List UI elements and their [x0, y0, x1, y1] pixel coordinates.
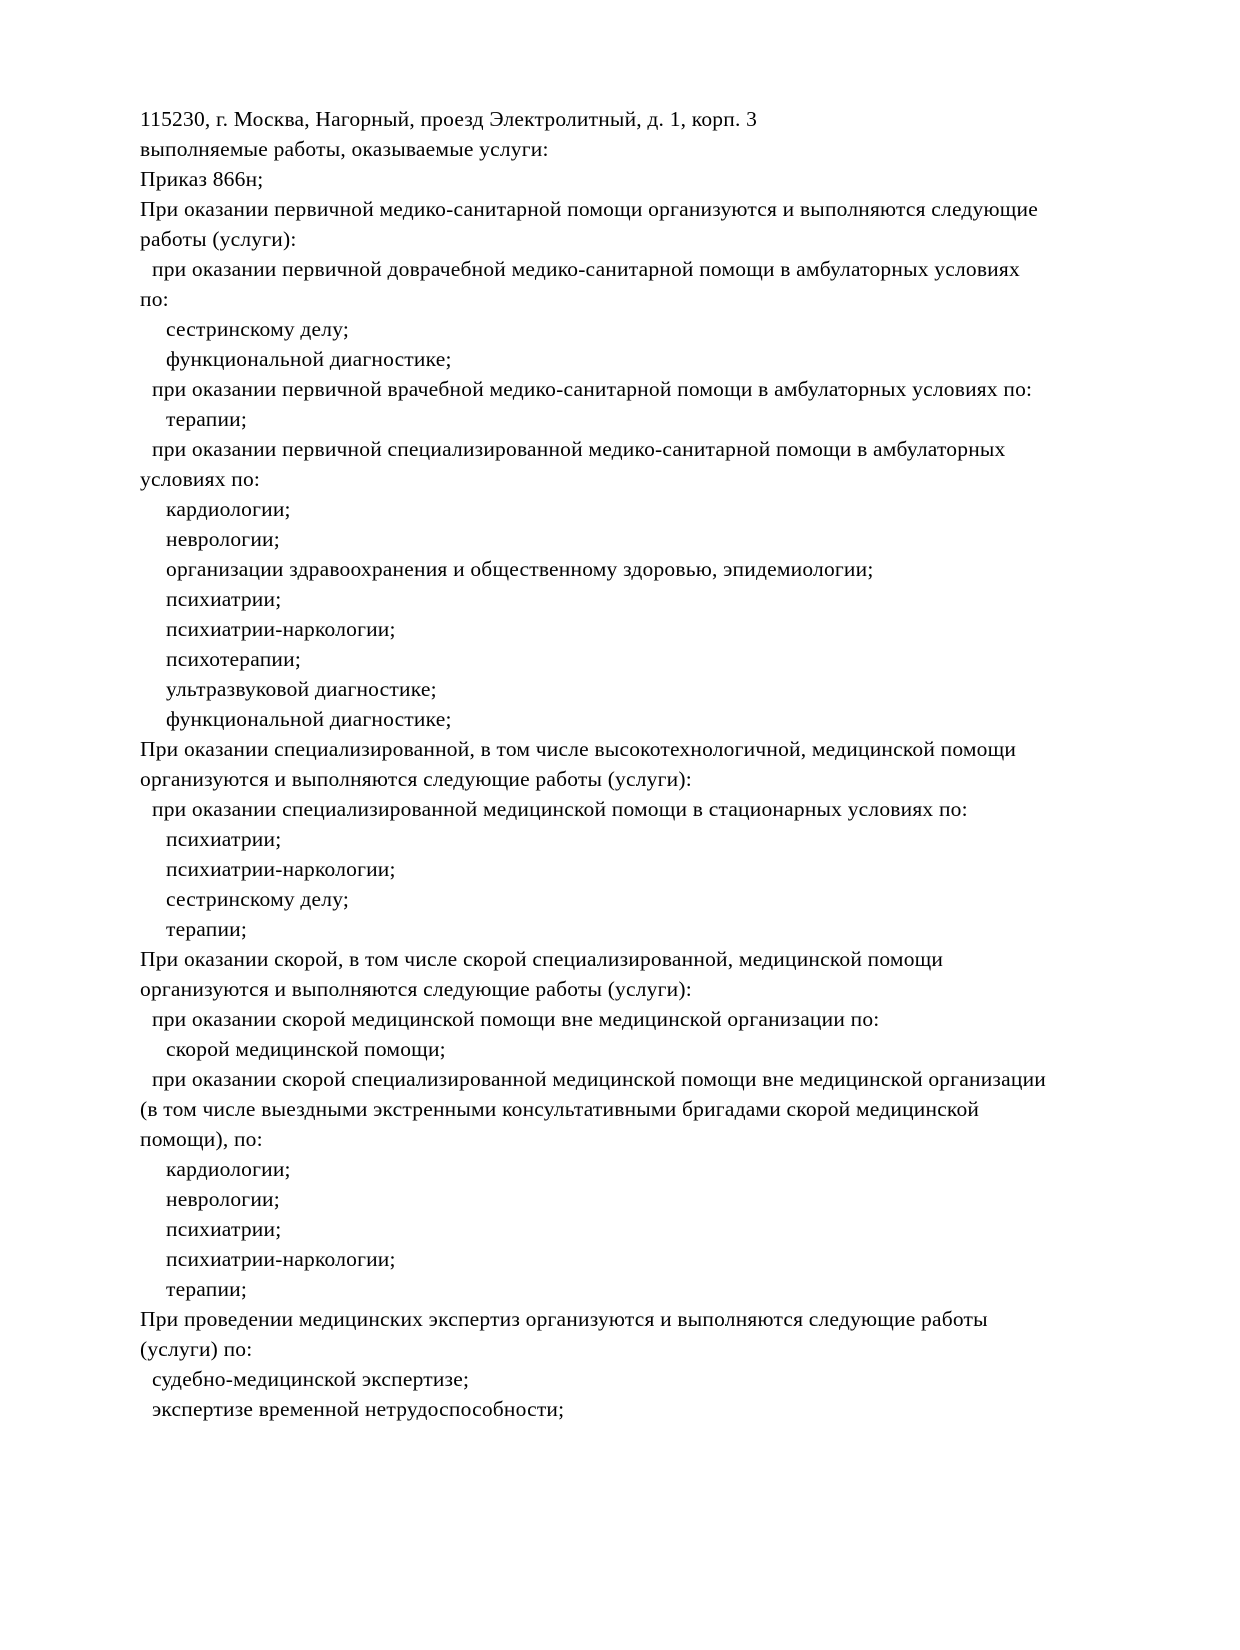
text-line: При оказании специализированной, в том числе высокотехнологичной, медицинской помощи: [140, 737, 1017, 761]
text-line: Приказ 866н;: [140, 167, 264, 191]
text-line: психиатрии-наркологии;: [166, 1247, 396, 1271]
text-line: работы (услуги):: [140, 227, 297, 251]
text-line: при оказании скорой медицинской помощи вне медицинской организации по:: [152, 1007, 880, 1031]
text-line: терапии;: [166, 917, 248, 941]
text-line: неврологии;: [166, 527, 280, 551]
text-line: по:: [140, 287, 169, 311]
text-line: психотерапии;: [166, 647, 301, 671]
text-line: организации здравоохранения и общественному здоровью, эпидемиологии;: [166, 557, 874, 581]
text-line: условиях по:: [140, 467, 261, 491]
text-line: психиатрии;: [166, 1217, 282, 1241]
text-line: При оказании скорой, в том числе скорой специализированной, медицинской помощи: [140, 947, 944, 971]
text-line: (услуги) по:: [140, 1337, 253, 1361]
text-line: организуются и выполняются следующие работы (услуги):: [140, 767, 692, 791]
text-line: функциональной диагностике;: [166, 347, 452, 371]
text-line: при оказании первичной врачебной медико-санитарной помощи в амбулаторных условиях по:: [152, 377, 1033, 401]
text-line: терапии;: [166, 407, 248, 431]
text-line: кардиологии;: [166, 497, 291, 521]
text-line: кардиологии;: [166, 1157, 291, 1181]
text-line: неврологии;: [166, 1187, 280, 1211]
text-line: При оказании первичной медико-санитарной помощи организуются и выполняются следующие: [140, 197, 1038, 221]
text-line: психиатрии;: [166, 827, 282, 851]
text-line: При проведении медицинских экспертиз организуются и выполняются следующие работы: [140, 1307, 988, 1331]
text-line: экспертизе временной нетрудоспособности;: [152, 1397, 565, 1421]
text-line: при оказании первичной доврачебной медико-санитарной помощи в амбулаторных условиях: [152, 257, 1020, 281]
text-line: сестринскому делу;: [166, 887, 350, 911]
text-line: ультразвуковой диагностике;: [166, 677, 437, 701]
text-line: выполняемые работы, оказываемые услуги:: [140, 137, 549, 161]
text-line: при оказании скорой специализированной медицинской помощи вне медицинской организации: [152, 1067, 1046, 1091]
text-line: психиатрии-наркологии;: [166, 857, 396, 881]
text-line: организуются и выполняются следующие работы (услуги):: [140, 977, 692, 1001]
text-line: помощи), по:: [140, 1127, 263, 1151]
text-line: сестринскому делу;: [166, 317, 350, 341]
text-line: психиатрии-наркологии;: [166, 617, 396, 641]
text-line: психиатрии;: [166, 587, 282, 611]
text-line: функциональной диагностике;: [166, 707, 452, 731]
text-line: терапии;: [166, 1277, 248, 1301]
text-line: при оказании первичной специализированной медико-санитарной помощи в амбулаторных: [152, 437, 1006, 461]
text-line: скорой медицинской помощи;: [166, 1037, 446, 1061]
text-line: при оказании специализированной медицинской помощи в стационарных условиях по:: [152, 797, 968, 821]
text-line: судебно-медицинской экспертизе;: [152, 1367, 470, 1391]
text-line: 115230, г. Москва, Нагорный, проезд Электролитный, д. 1, корп. 3: [140, 107, 758, 131]
document-text-block: [140, 104, 1130, 1424]
text-line: (в том числе выездными экстренными консультативными бригадами скорой медицинской: [140, 1097, 980, 1121]
